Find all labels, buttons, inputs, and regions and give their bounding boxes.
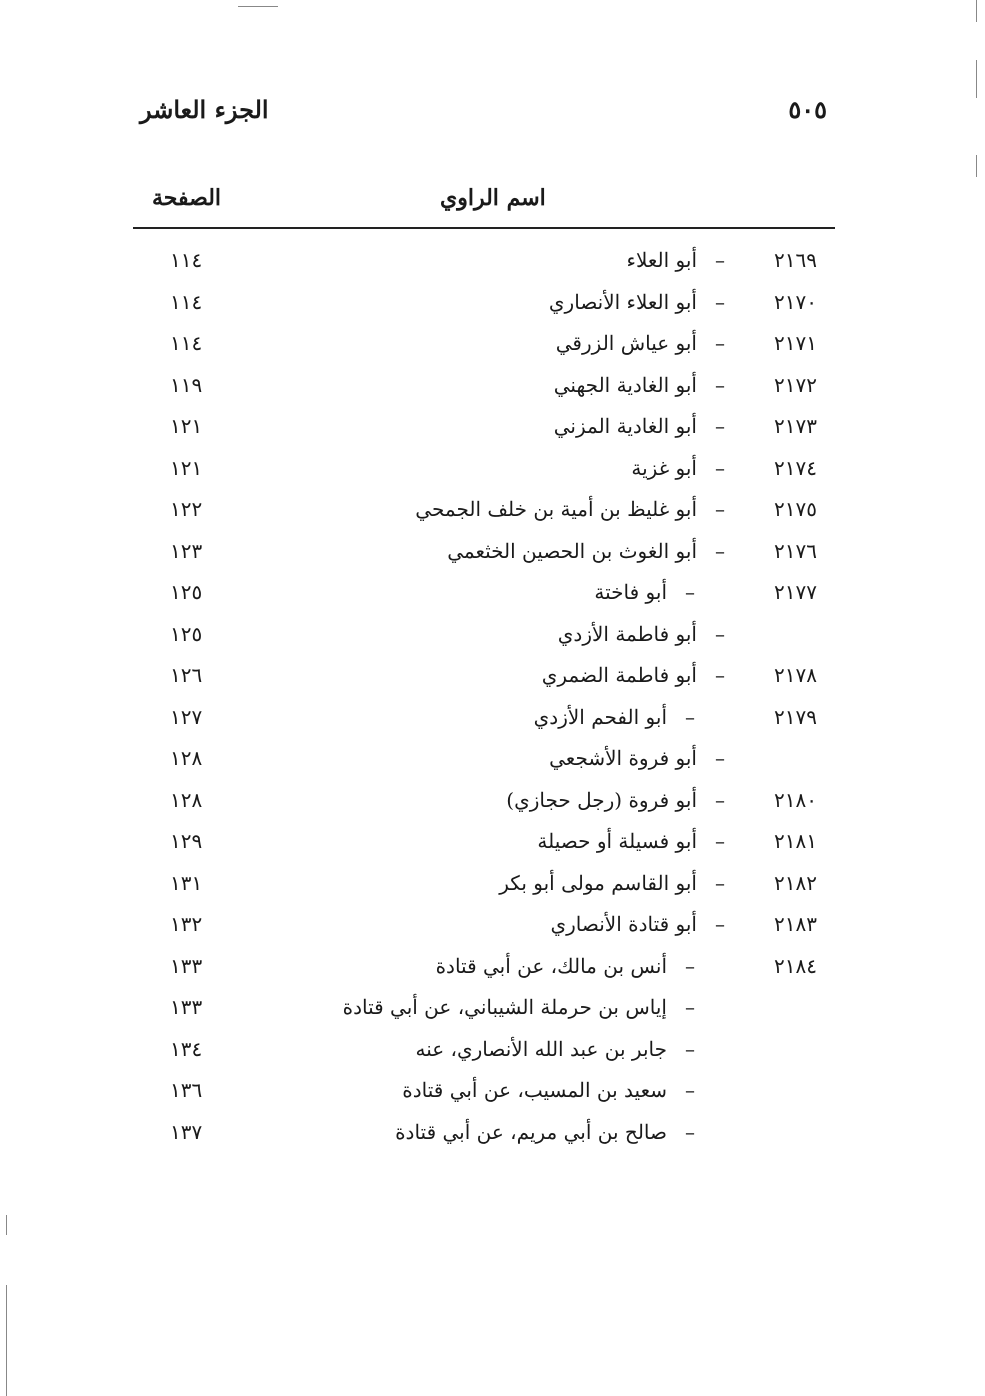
entry-dash: – [715, 663, 725, 687]
entry-dash: – [715, 538, 725, 563]
narrator-name: أبو الفحم الأزدي [533, 704, 667, 729]
index-row [0, 365, 985, 407]
scan-mark [976, 0, 977, 22]
index-row [0, 572, 985, 614]
page-reference: ١٣٣ [170, 953, 203, 978]
narrator-name: أبو العلاء الأنصاري [548, 289, 697, 314]
entry-dash: – [715, 787, 725, 812]
narrator-name: أبو فسيلة أو حصيلة [537, 829, 697, 853]
entry-number: ٢١٧٧ [774, 580, 817, 604]
column-header-page: الصفحة [152, 185, 222, 211]
entry-number: ٢١٨٠ [774, 787, 817, 812]
scan-mark [976, 60, 977, 98]
page-reference: ١١٤ [170, 331, 203, 355]
entry-dash: – [715, 455, 725, 480]
entry-number: ٢١٧١ [774, 331, 817, 355]
index-row [0, 655, 985, 697]
narrator-name: أبو فروة (رجل حجازي) [506, 787, 697, 812]
part-title: الجزء العاشر [140, 95, 269, 124]
entry-dash: – [715, 912, 725, 936]
narrator-name: أبو فروة الأشجعي [549, 746, 697, 770]
index-row [0, 904, 985, 946]
page-reference: ١٣٢ [170, 912, 203, 936]
narrator-name: أبو العلاء [626, 248, 697, 272]
column-header-name: اسم الراوي [440, 185, 546, 211]
narrator-name: أبو الغادية المزني [553, 414, 697, 438]
narrator-name: أبو غليظ بن أمية بن خلف الجمحي [415, 497, 697, 521]
page-reference: ١٣٤ [170, 1036, 203, 1061]
entry-dash: – [685, 995, 695, 1019]
scan-mark [238, 6, 278, 7]
narrator-name: أنس بن مالك، عن أبي قتادة [435, 953, 667, 978]
narrator-name: أبو غزية [631, 455, 697, 480]
narrator-name: جابر بن عبد الله الأنصاري، عنه [415, 1036, 667, 1061]
entry-dash: – [685, 1036, 695, 1061]
entry-number: ٢١٧٦ [774, 538, 817, 563]
index-row [0, 240, 985, 282]
page-reference: ١٢٦ [170, 663, 203, 687]
entry-number: ٢١٧٢ [774, 372, 817, 397]
index-row [0, 531, 985, 573]
narrator-name: أبو عياش الزرقي [555, 331, 697, 355]
index-row [0, 1070, 985, 1112]
entry-dash: – [715, 497, 725, 521]
entry-dash: – [715, 372, 725, 397]
entry-number: ٢١٧٥ [774, 497, 817, 521]
narrator-name: أبو القاسم مولى أبو بكر [499, 870, 697, 895]
entry-dash: – [715, 621, 725, 646]
narrator-name: أبو الغادية الجهني [553, 372, 697, 397]
scan-mark [976, 155, 977, 177]
entry-dash: – [715, 746, 725, 770]
entry-number: ٢١٨٢ [774, 870, 817, 895]
entry-dash: – [715, 289, 725, 314]
header-rule [133, 227, 835, 229]
entry-dash: – [715, 870, 725, 895]
page-reference: ١٢٢ [170, 497, 203, 521]
entry-number: ٢١٨٣ [774, 912, 817, 936]
page-reference: ١٢٣ [170, 538, 203, 563]
index-row [0, 738, 985, 780]
index-row [0, 323, 985, 365]
index-row [0, 697, 985, 739]
entry-dash: – [715, 331, 725, 355]
page-reference: ١٢١ [170, 455, 203, 480]
entry-dash: – [685, 580, 695, 604]
index-row [0, 406, 985, 448]
narrator-name: إياس بن حرملة الشيباني، عن أبي قتادة [342, 995, 667, 1019]
entry-dash: – [715, 414, 725, 438]
page-number: ٥٠٥ [788, 95, 827, 124]
index-row [0, 614, 985, 656]
index-row [0, 946, 985, 988]
entry-number: ٢١٨١ [774, 829, 817, 853]
narrator-name: أبو فاطمة الأزدي [557, 621, 697, 646]
page-reference: ١٢٥ [170, 580, 203, 604]
narrator-name: أبو الغوث بن الحصين الخثعمي [447, 538, 697, 563]
page-reference: ١٢٩ [170, 829, 203, 853]
entry-dash: – [685, 704, 695, 729]
index-row [0, 1029, 985, 1071]
page-reference: ١١٤ [170, 248, 203, 272]
entry-dash: – [685, 953, 695, 978]
entry-number: ٢١٧٨ [774, 663, 817, 687]
page-reference: ١٣٧ [170, 1119, 203, 1144]
entry-number: ٢١٨٤ [774, 953, 817, 978]
page-reference: ١٣٦ [170, 1078, 203, 1102]
entry-number: ٢١٦٩ [774, 248, 817, 272]
narrator-name: أبو قتادة الأنصاري [550, 912, 697, 936]
entry-number: ٢١٧٤ [774, 455, 817, 480]
page-reference: ١٣٣ [170, 995, 203, 1019]
index-row [0, 489, 985, 531]
entry-number: ٢١٧٩ [774, 704, 817, 729]
entry-number: ٢١٧٠ [774, 289, 817, 314]
entry-dash: – [715, 829, 725, 853]
index-row [0, 863, 985, 905]
index-row [0, 987, 985, 1029]
page-reference: ١٢٥ [170, 621, 203, 646]
narrator-name: أبو فاختة [594, 580, 667, 604]
page-reference: ١٢٨ [170, 787, 203, 812]
index-row [0, 448, 985, 490]
page-reference: ١١٩ [170, 372, 203, 397]
index-row [0, 1112, 985, 1154]
index-row [0, 282, 985, 324]
index-list [0, 240, 985, 1153]
entry-dash: – [685, 1078, 695, 1102]
page-reference: ١١٤ [170, 289, 203, 314]
page-reference: ١٢٨ [170, 746, 203, 770]
narrator-name: أبو فاطمة الضمري [541, 663, 697, 687]
entry-dash: – [715, 248, 725, 272]
narrator-name: سعيد بن المسيب، عن أبي قتادة [402, 1078, 667, 1102]
scan-mark [6, 1215, 7, 1235]
page-reference: ١٢٧ [170, 704, 203, 729]
page-reference: ١٢١ [170, 414, 203, 438]
scan-mark [6, 1285, 7, 1396]
narrator-name: صالح بن أبي مريم، عن أبي قتادة [395, 1119, 667, 1144]
page-reference: ١٣١ [170, 870, 203, 895]
entry-number: ٢١٧٣ [774, 414, 817, 438]
entry-dash: – [685, 1119, 695, 1144]
index-row [0, 821, 985, 863]
index-row [0, 780, 985, 822]
